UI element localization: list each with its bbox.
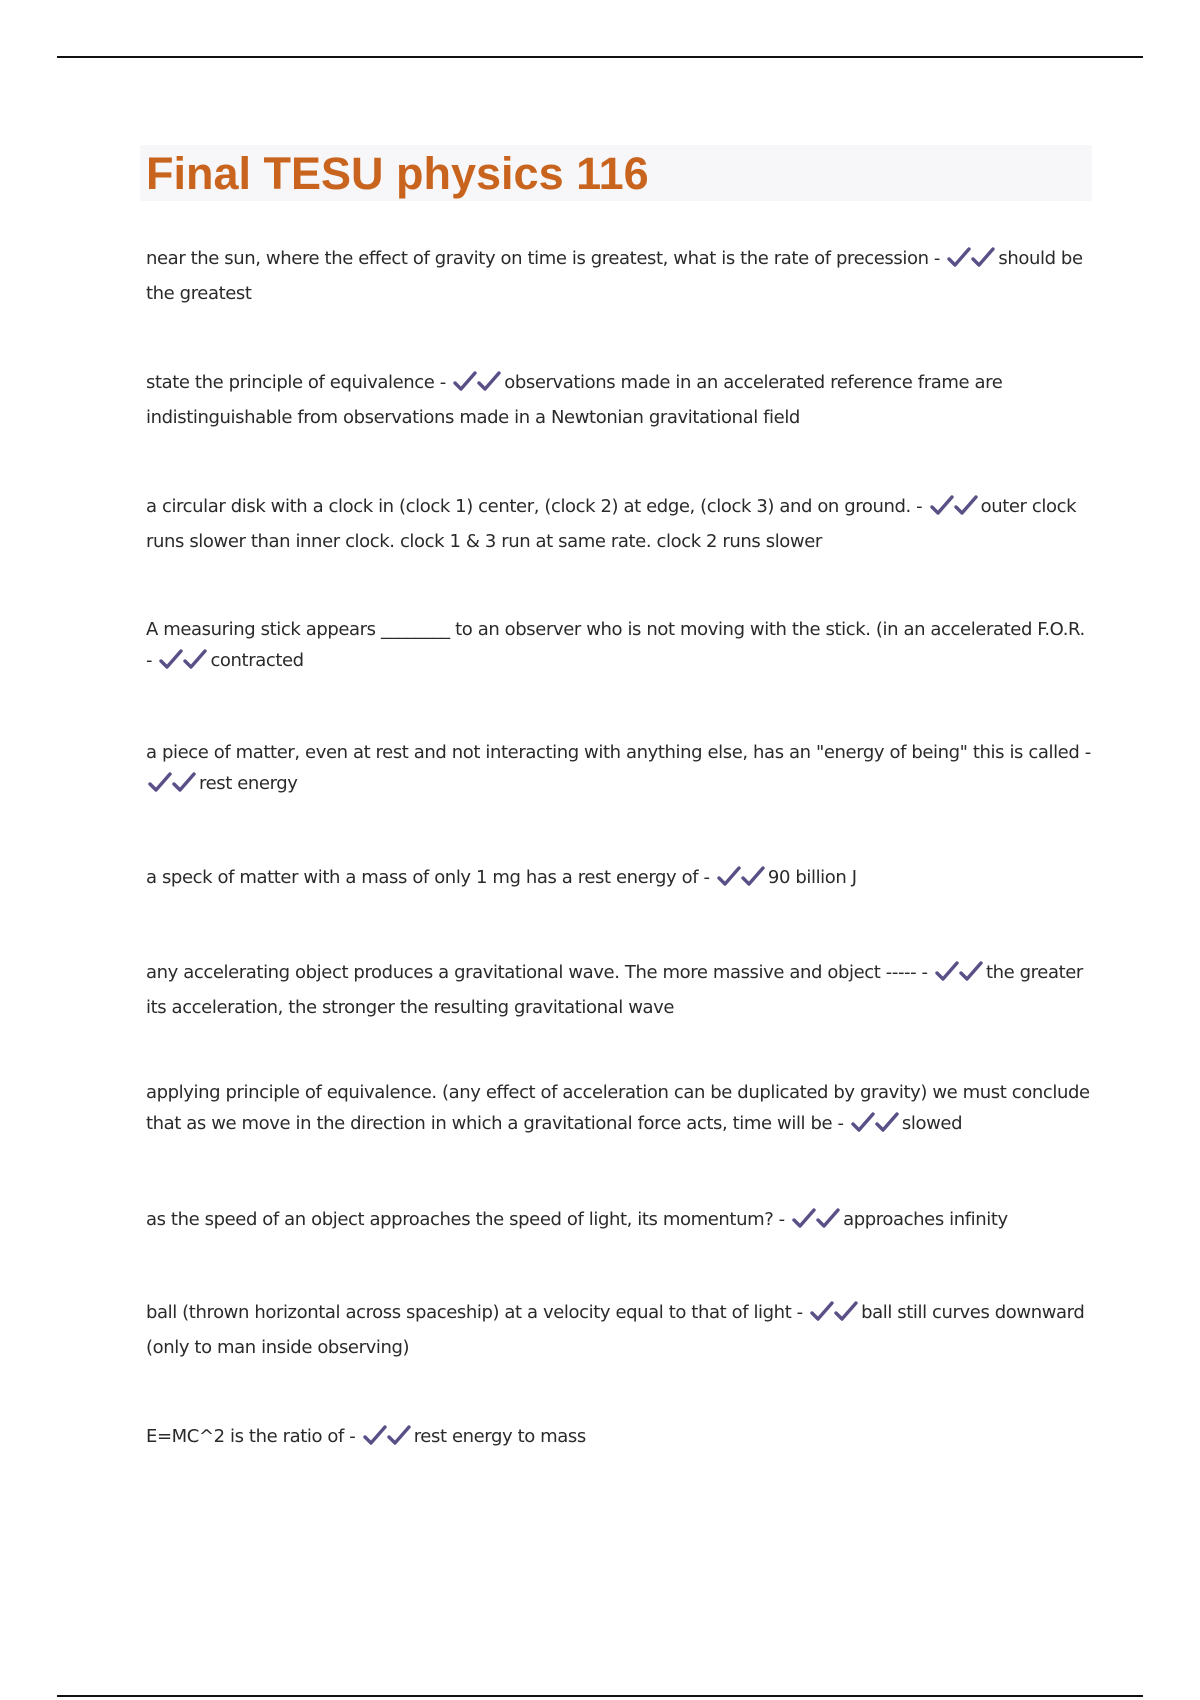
qa-item [146,1204,1096,1239]
double-check-icon [810,1301,858,1332]
question-text: A measuring stick appears ________ to an observer who is not moving with the stick. (in an accelerated F.O.R. - [146,619,1085,671]
question-text: any accelerating object produces a gravitational wave. The more massive and object ----- - [146,962,928,983]
answer-text: should be the greatest [146,248,1083,304]
double-check-icon [947,247,995,278]
answer-text: observations made in an accelerated reference frame are indistinguishable from observations made in a Newtonian gravitational field [146,372,1003,428]
question-text: E=MC^2 is the ratio of - [146,1426,356,1447]
double-check-icon [930,495,978,526]
double-check-icon [363,1425,411,1456]
question-text: applying principle of equivalence. (any effect of acceleration can be duplicated by gravity) we must conclude that as we move in the direction in which a gravitational force acts, time will be - [146,1082,1090,1134]
double-check-icon [851,1112,899,1143]
answer-text: slowed [901,1113,963,1134]
double-check-icon [148,772,196,803]
qa-item [146,1297,1096,1363]
answer-text: contracted [210,650,304,671]
question-text: near the sun, where the effect of gravity on time is greatest, what is the rate of precession - [146,248,941,269]
question-text: a piece of matter, even at rest and not interacting with anything else, has an "energy of being" this is called - [146,742,1091,763]
double-check-icon [935,961,983,992]
qa-item [146,367,1096,433]
double-check-icon [717,866,765,897]
qa-item [146,862,1096,897]
question-text: a speck of matter with a mass of only 1 mg has a rest energy of - [146,867,710,888]
page-title: Final TESU physics 116 [146,148,649,199]
question-text: state the principle of equivalence - [146,372,446,393]
qa-item [146,614,1096,680]
qa-item [146,1421,1096,1456]
double-check-icon [453,371,501,402]
header-rule [57,56,1143,58]
answer-text: rest energy [199,773,298,794]
qa-item [146,1077,1096,1143]
qa-item [146,243,1096,309]
qa-item [146,491,1096,557]
double-check-icon [792,1208,840,1239]
answer-text: the greater its acceleration, the stronger the resulting gravitational wave [146,962,1083,1018]
question-text: ball (thrown horizontal across spaceship) at a velocity equal to that of light - [146,1302,803,1323]
question-text: as the speed of an object approaches the speed of light, its momentum? - [146,1209,785,1230]
answer-text: 90 billion J [767,867,857,888]
answer-text: outer clock runs slower than inner clock. clock 1 & 3 run at same rate. clock 2 runs slower [146,496,1077,552]
qa-item [146,737,1096,803]
answer-text: rest energy to mass [413,1426,586,1447]
double-check-icon [159,649,207,680]
question-text: a circular disk with a clock in (clock 1) center, (clock 2) at edge, (clock 3) and on ground. - [146,496,923,517]
answer-text: approaches infinity [843,1209,1008,1230]
footer-rule [57,1695,1143,1697]
qa-item [146,957,1096,1023]
answer-text: ball still curves downward (only to man inside observing) [146,1302,1085,1358]
